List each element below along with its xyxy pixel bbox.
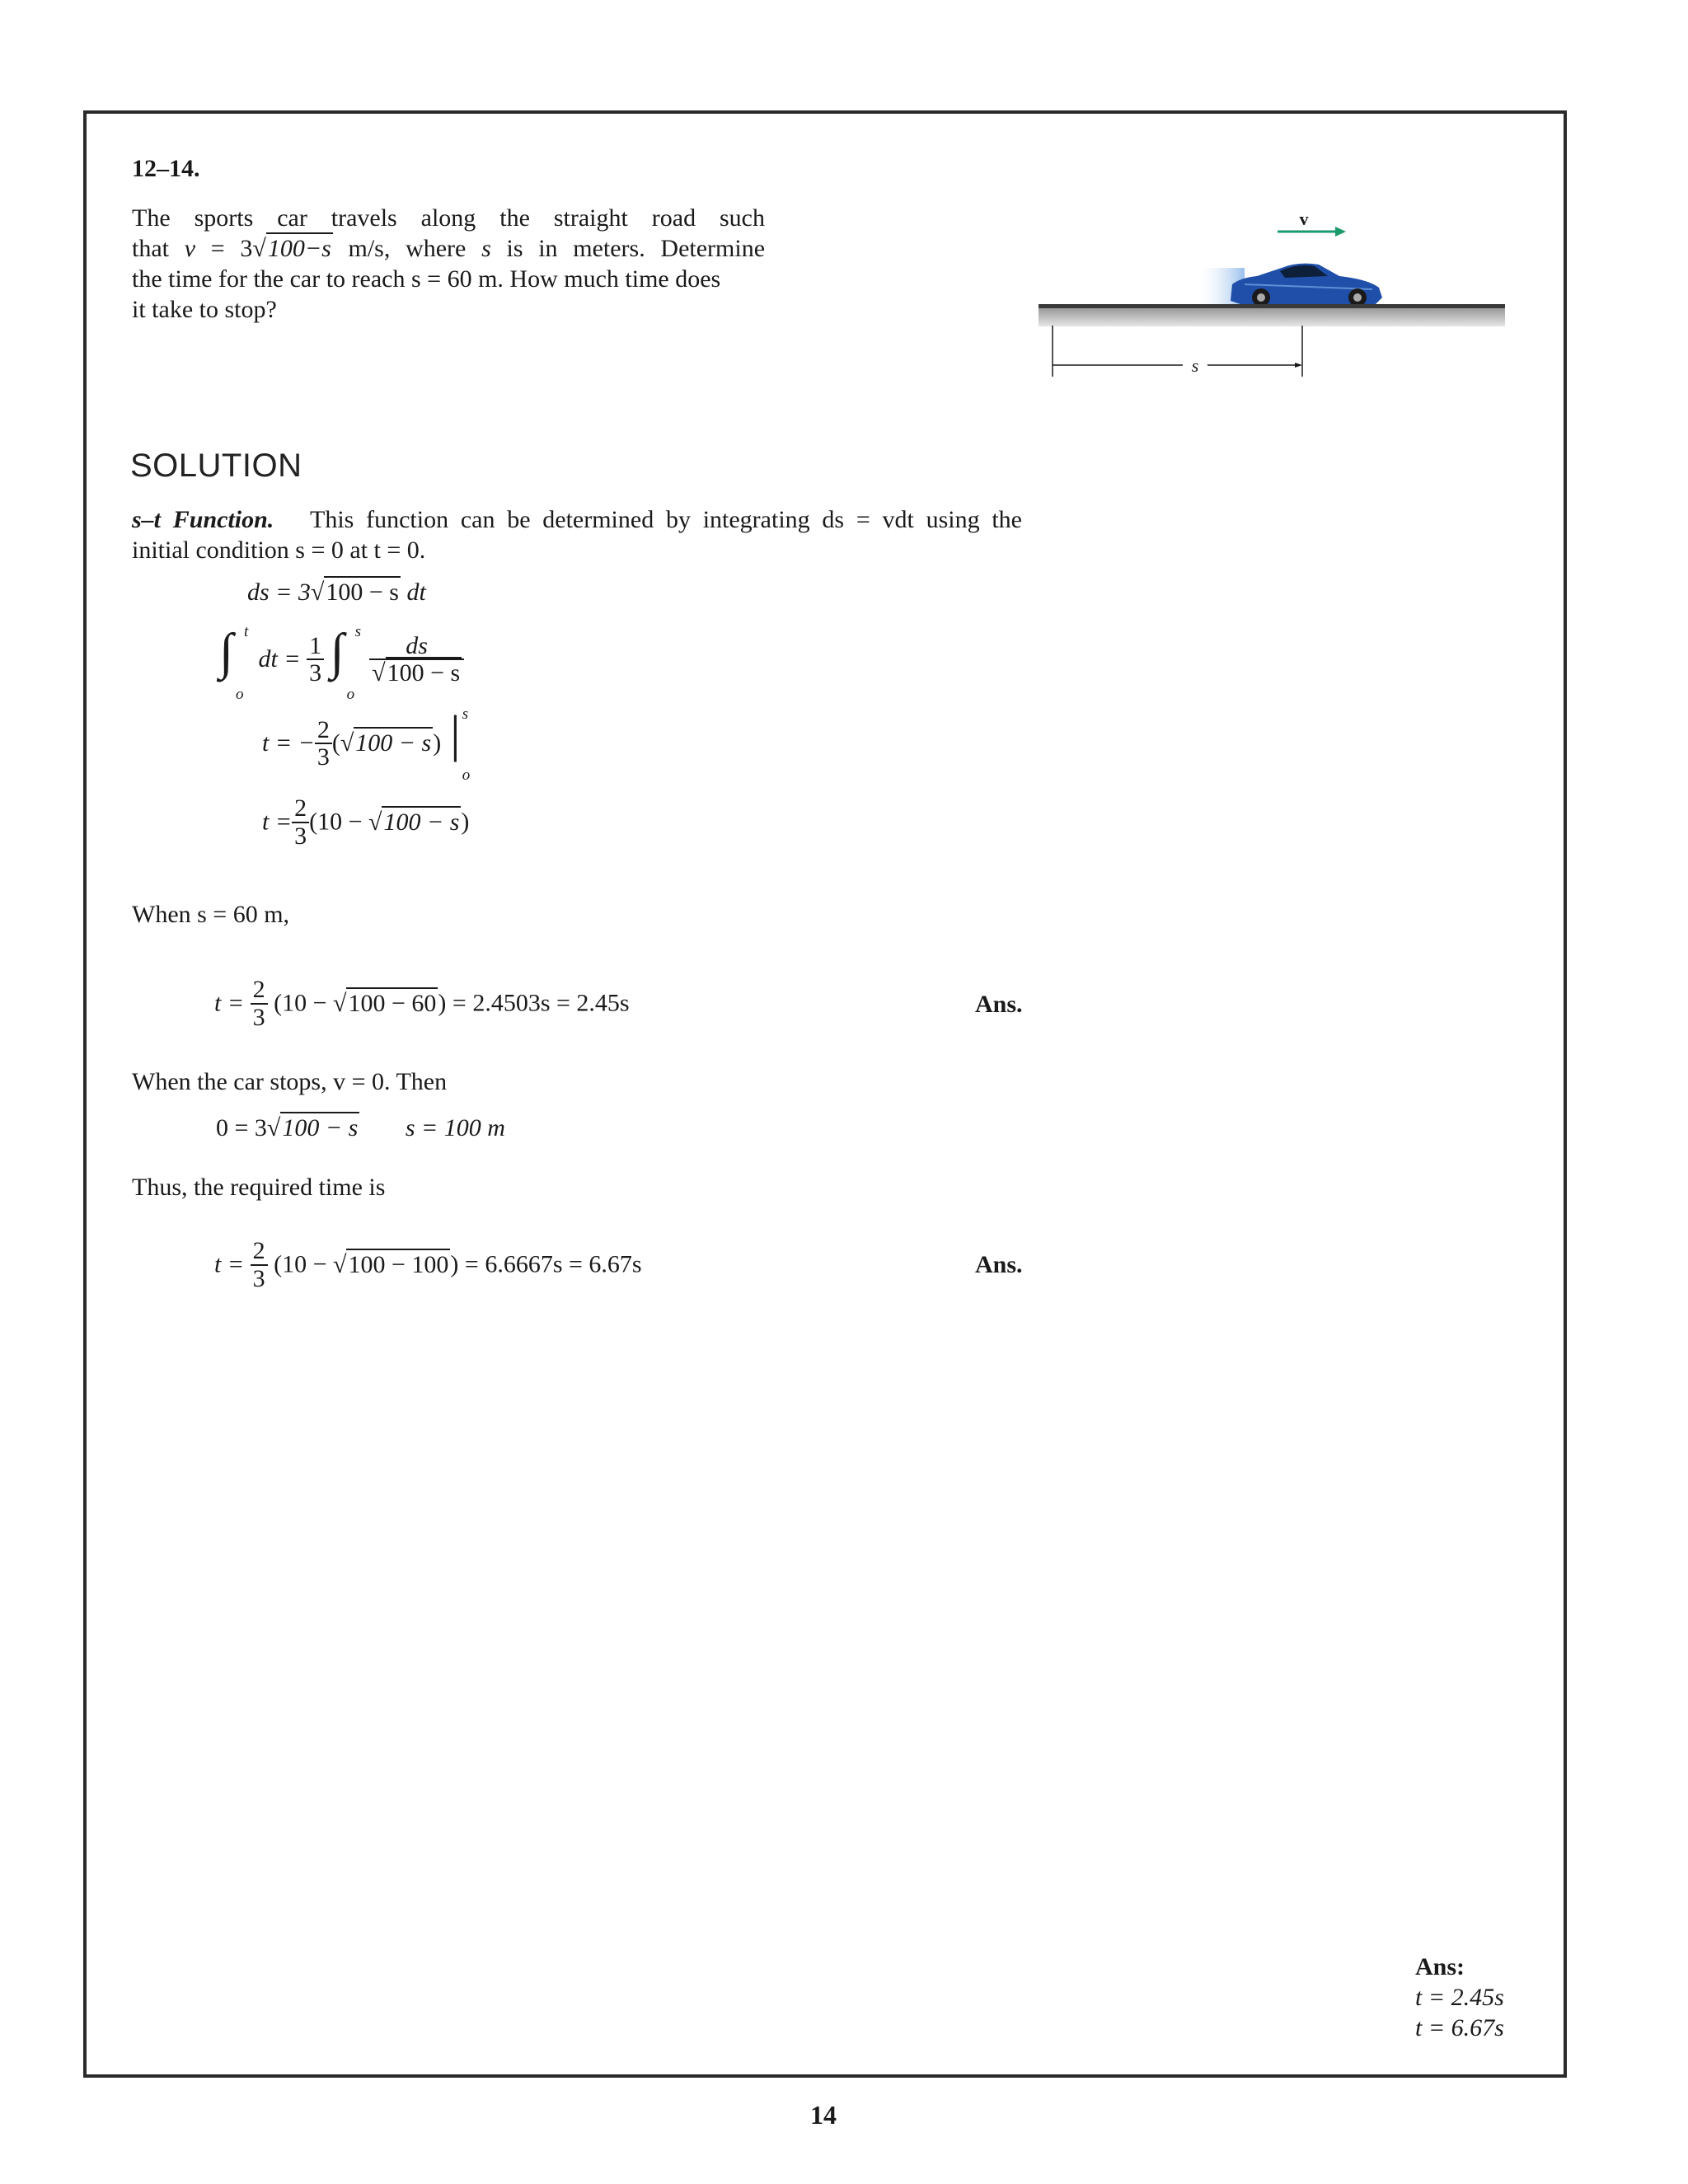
- equation-t-of-s: t = $\frac{2}{3}$ (10 − √100 − s): [262, 794, 470, 850]
- problem-line-4: it take to stop?: [132, 296, 277, 323]
- sports-car-icon: [1231, 264, 1382, 307]
- road-gravel: [1039, 308, 1505, 326]
- equation-t-stop: t = $\frac{2}{3}$ (10 − √100 − 100) = 6.6667s = 6.67s: [214, 1237, 642, 1292]
- road-surface: [1039, 304, 1505, 308]
- distance-label: s: [1191, 355, 1199, 376]
- when-car-stops: When the car stops, v = 0. Then: [132, 1068, 448, 1095]
- equation-t-at-60: t = $\frac{2}{3}$ (10 − √100 − 60) = 2.4503s = 2.45s: [214, 976, 630, 1031]
- problem-line-2: that v = 3√100−s m/s, where s is in meters. Determine: [132, 233, 765, 264]
- problem-statement: [132, 203, 765, 325]
- when-s-60: When s = 60 m,: [132, 901, 290, 928]
- solution-heading: SOLUTION: [130, 448, 302, 484]
- problem-line-1: The sports car travels along the straight road such: [132, 204, 765, 232]
- distance-dimension: [1053, 326, 1302, 377]
- problem-number: 12–14.: [132, 155, 200, 182]
- answer-1: t = 2.45s: [1415, 1984, 1504, 2011]
- velocity-arrow-icon: [1278, 227, 1346, 237]
- page-number: 14: [810, 2100, 837, 2130]
- equation-antiderivative: t = − $\frac{2}{3}$ (√100 − s) | s o: [262, 705, 471, 784]
- solution-intro: s–t Function. This function can be determined by integrating ds = vdt using the initial condition s = 0 at t = 0.: [132, 506, 1022, 564]
- answer-2: t = 6.67s: [1415, 2014, 1504, 2041]
- answer-marker-1: Ans.: [975, 991, 1023, 1018]
- thus-required-time: Thus, the required time is: [132, 1174, 386, 1201]
- sqrt-expression: √100−s: [252, 233, 332, 264]
- car-road-figure: [1034, 202, 1521, 383]
- equation-integral: ∫ t o dt = $\frac{1}{3}$ ∫ s o $\frac{ds}{√100 - s}$: [219, 626, 464, 692]
- answers-title: Ans:: [1415, 1953, 1465, 1980]
- equation-stop: 0 = 3√100 − s s = 100 m: [216, 1114, 505, 1142]
- equation-ds: ds = 3√100 − s dt: [247, 579, 426, 607]
- velocity-label: v: [1299, 209, 1309, 229]
- problem-line-3: the time for the car to reach s = 60 m. How much time does: [132, 265, 721, 293]
- answers-summary: [1415, 1952, 1504, 2043]
- answer-marker-2: Ans.: [975, 1251, 1023, 1278]
